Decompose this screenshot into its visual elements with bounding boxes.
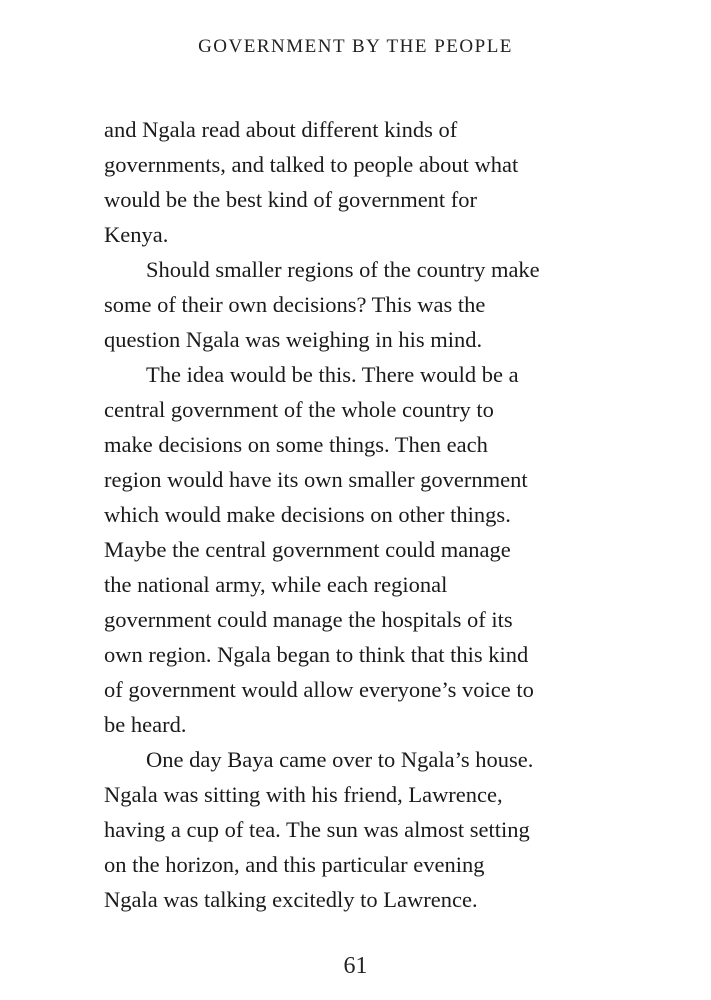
page-number: 61 [343,953,368,979]
text-line: make decisions on some things. Then each [104,432,488,457]
body-text [104,112,624,917]
text-line: central government of the whole country to [104,397,494,422]
text-line: Maybe the central government could manage [104,537,511,562]
text-line: governments, and talked to people about what [104,152,519,177]
text-line: region would have its own smaller government [104,467,528,492]
text-line: on the horizon, and this particular evening [104,852,485,877]
text-line: Ngala was talking excitedly to Lawrence. [104,887,478,912]
text-line: of government would allow everyone’s voice to [104,677,534,702]
text-line: the national army, while each regional [104,572,448,597]
text-line: some of their own decisions? This was the [104,292,486,317]
text-line: having a cup of tea. The sun was almost setting [104,817,530,842]
text-line: and Ngala read about different kinds of [104,117,458,142]
text-line: own region. Ngala began to think that this kind [104,642,529,667]
text-line: be heard. [104,712,187,737]
text-line: question Ngala was weighing in his mind. [104,327,483,352]
text-line: which would make decisions on other things. [104,502,511,527]
running-head: GOVERNMENT BY THE PEOPLE [198,36,513,57]
text-line: Kenya. [104,222,169,247]
paragraph-first-line: Should smaller regions of the country make [146,257,540,282]
text-line: would be the best kind of government for [104,187,478,212]
text-line: government could manage the hospitals of its [104,607,513,632]
paragraph-first-line: One day Baya came over to Ngala’s house. [146,747,534,772]
paragraph-first-line: The idea would be this. There would be a [146,362,519,387]
text-line: Ngala was sitting with his friend, Lawrence, [104,782,503,807]
